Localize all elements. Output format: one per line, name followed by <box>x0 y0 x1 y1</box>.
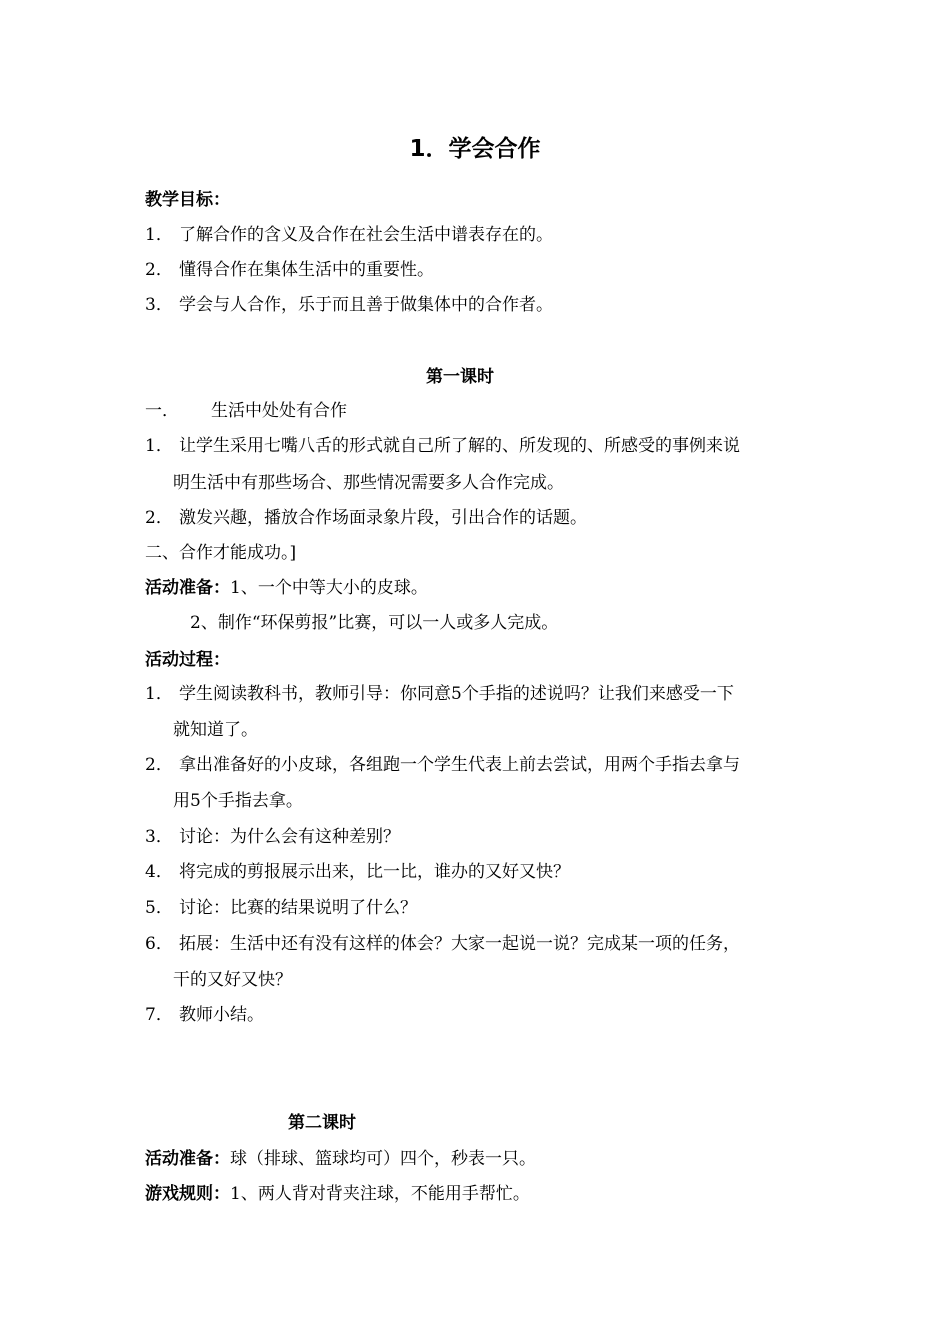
goal-item-3: 3． 学会与人合作，乐于而且善于做集体中的合作者。 <box>145 295 553 315</box>
lesson1-section2: 二、合作才能成功。] <box>145 543 297 563</box>
step-7: 7． 教师小结。 <box>145 1005 264 1025</box>
step-1-cont: 就知道了。 <box>173 720 258 740</box>
lesson1-item-1: 1． 让学生采用七嘴八舌的形式就自己所了解的、所发现的、所感受的事例来说 <box>145 436 740 456</box>
goal-item-1: 1． 了解合作的含义及合作在社会生活中谱表存在的。 <box>145 225 553 245</box>
lesson2-heading: 第二课时 <box>288 1113 356 1133</box>
lesson1-heading: 第一课时 <box>426 367 494 387</box>
lesson2-prep: 活动准备：球（排球、篮球均可）四个，秒表一只。 <box>145 1149 536 1169</box>
lesson1-item-2: 2． 激发兴趣，播放合作场面录象片段，引出合作的话题。 <box>145 508 587 528</box>
goal-item-2: 2． 懂得合作在集体生活中的重要性。 <box>145 260 434 280</box>
document-title: 1．学会合作 <box>409 136 541 162</box>
lesson1-prep-2: 2、制作“环保剪报”比赛，可以一人或多人完成。 <box>190 613 559 633</box>
step-3: 3． 讨论：为什么会有这种差别？ <box>145 827 400 847</box>
step-1: 1． 学生阅读教科书，教师引导：你同意5个手指的述说吗？让我们来感受一下 <box>145 684 734 704</box>
step-2-cont: 用5个手指去拿。 <box>173 791 303 811</box>
step-4: 4． 将完成的剪报展示出来，比一比，谁办的又好又快？ <box>145 862 570 882</box>
lesson2-rules: 游戏规则：1、两人背对背夹注球，不能用手帮忙。 <box>145 1184 530 1204</box>
step-6-cont: 干的又好又快？ <box>173 970 292 990</box>
goals-heading: 教学目标： <box>145 190 230 210</box>
lesson1-process-heading: 活动过程： <box>145 650 230 670</box>
step-6: 6． 拓展：生活中还有没有这样的体会？大家一起说一说？完成某一项的任务， <box>145 934 740 954</box>
lesson1-prep: 活动准备：1、一个中等大小的皮球。 <box>145 578 428 598</box>
lesson1-section1: 一． 生活中处处有合作 <box>145 401 347 421</box>
lesson1-item-1-cont: 明生活中有那些场合、那些情况需要多人合作完成。 <box>173 473 564 493</box>
step-2: 2． 拿出准备好的小皮球，各组跑一个学生代表上前去尝试，用两个手指去拿与 <box>145 755 740 775</box>
step-5: 5． 讨论：比赛的结果说明了什么？ <box>145 898 417 918</box>
